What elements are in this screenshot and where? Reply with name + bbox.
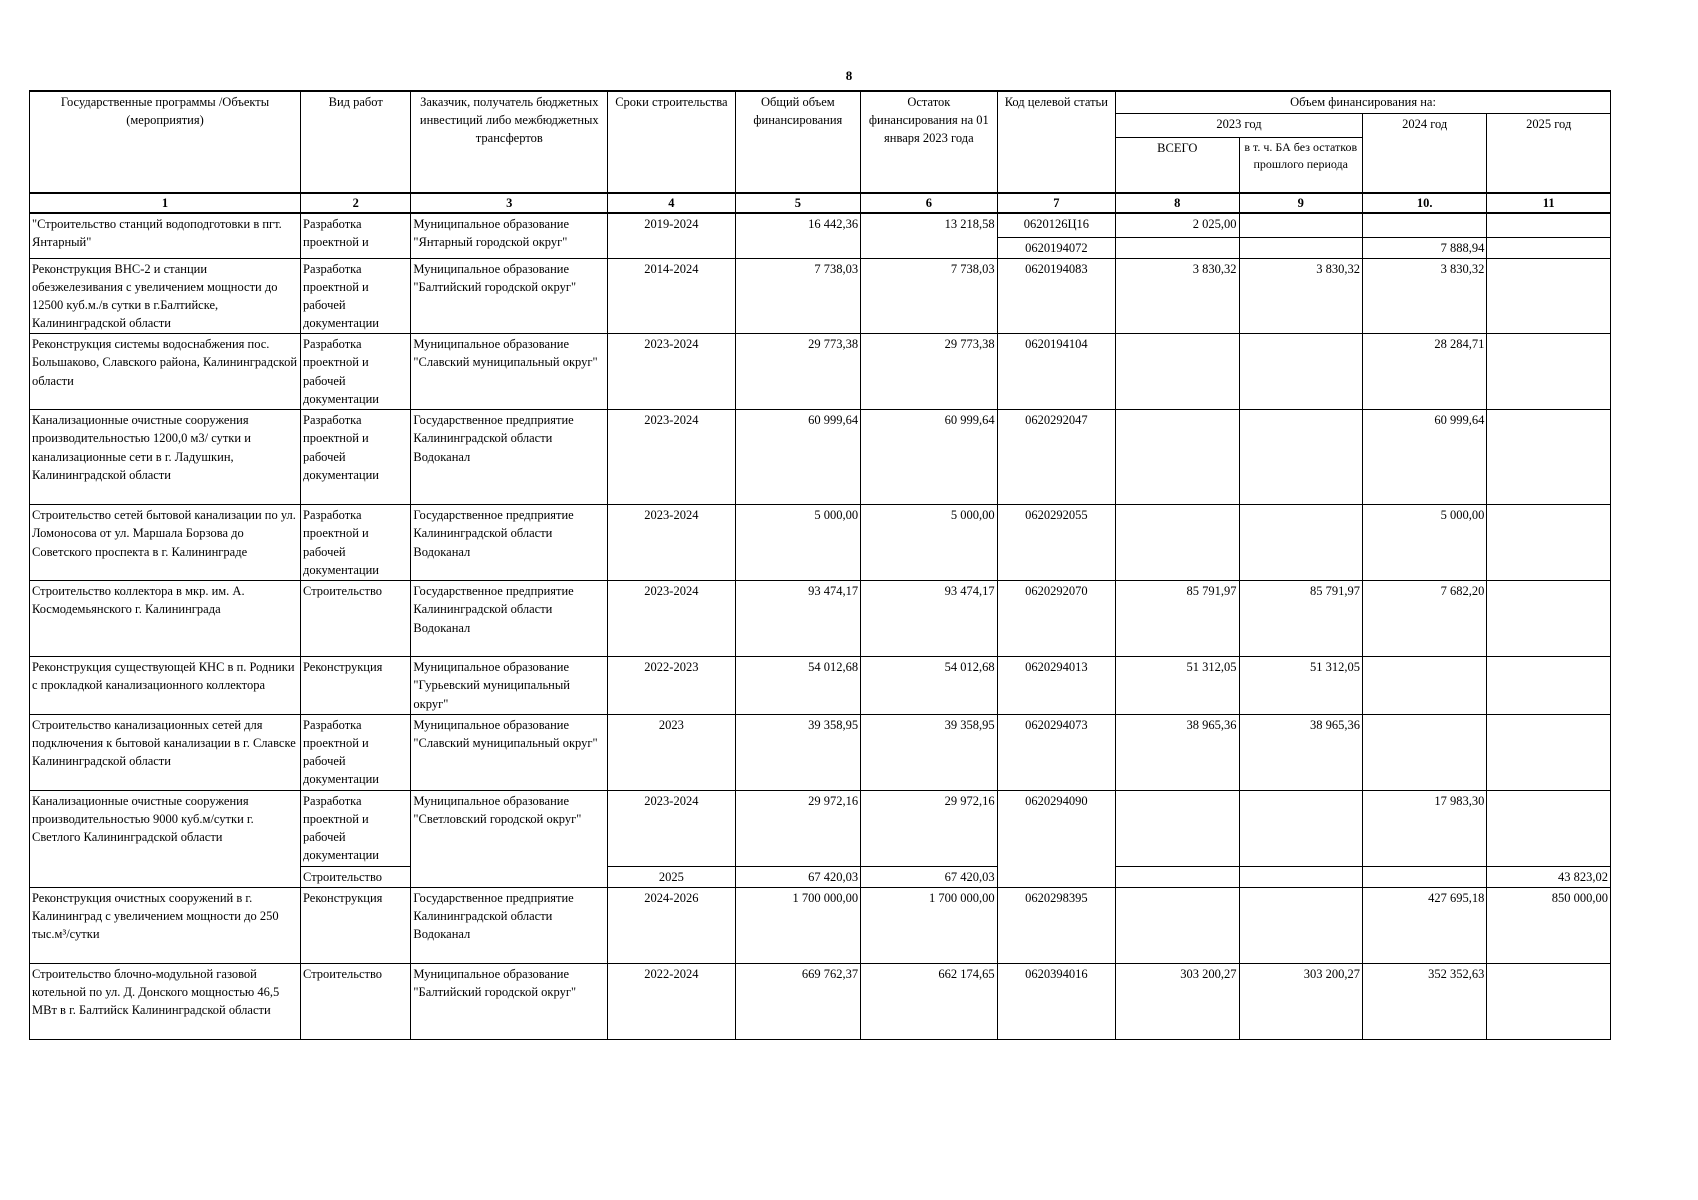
funding-2024: 3 830,32 — [1362, 258, 1486, 334]
total-funding: 1 700 000,00 — [735, 887, 860, 963]
table-row — [30, 790, 1611, 866]
customer: Муниципальное образование "Светловский городской округ" — [411, 790, 608, 887]
col-num: 3 — [411, 193, 608, 213]
remaining-funding: 39 358,95 — [861, 714, 998, 790]
total-funding: 29 773,38 — [735, 334, 860, 410]
funding-2023-incl — [1239, 237, 1362, 258]
funding-2023-incl: 38 965,36 — [1239, 714, 1362, 790]
budget-investment-table — [29, 90, 1611, 1040]
customer: Муниципальное образование "Балтийский городской округ" — [411, 258, 608, 334]
remaining-funding: 29 773,38 — [861, 334, 998, 410]
page-number: 8 — [845, 68, 853, 83]
target-code: 0620394016 — [997, 963, 1115, 1039]
funding-2023-incl — [1239, 790, 1362, 866]
work-type: Строительство — [301, 581, 411, 657]
target-code: 0620194072 — [997, 237, 1115, 258]
remaining-funding: 60 999,64 — [861, 410, 998, 505]
program-name: Реконструкция ВНС-2 и станции обезжелезивания с увеличением мощности до 12500 куб.м./в сутки в г.Балтийске, Калининградской области — [30, 258, 301, 334]
header-2023-incl: в т. ч. БА без остатков прошлого периода — [1239, 137, 1362, 193]
header-funding-volume: Объем финансирования на: — [1116, 91, 1611, 113]
work-type: Разработка проектной и рабочей документации — [301, 714, 411, 790]
funding-2025 — [1487, 657, 1611, 714]
customer: Государственное предприятие Калининградской области Водоканал — [411, 581, 608, 657]
funding-2023-incl — [1239, 334, 1362, 410]
period: 2014-2024 — [608, 258, 735, 334]
header-remaining-funding: Остаток финансирования на 01 января 2023 года — [861, 91, 998, 193]
funding-2024 — [1362, 714, 1486, 790]
customer: Муниципальное образование "Славский муниципальный округ" — [411, 714, 608, 790]
table-row — [30, 334, 1611, 410]
work-type: Строительство — [301, 866, 411, 887]
table-row — [30, 963, 1611, 1039]
funding-2024: 7 682,20 — [1362, 581, 1486, 657]
funding-2024: 5 000,00 — [1362, 505, 1486, 581]
table-row — [30, 657, 1611, 714]
work-type: Строительство — [301, 963, 411, 1039]
program-name: Строительство сетей бытовой канализации по ул. Ломоносова от ул. Маршала Борзова до Советского проспекта в г. Калининграде — [30, 505, 301, 581]
funding-2024: 60 999,64 — [1362, 410, 1486, 505]
target-code: 0620292055 — [997, 505, 1115, 581]
remaining-funding: 7 738,03 — [861, 258, 998, 334]
funding-2023-incl: 85 791,97 — [1239, 581, 1362, 657]
target-code: 0620292047 — [997, 410, 1115, 505]
funding-2025 — [1487, 237, 1611, 258]
target-code: 0620292070 — [997, 581, 1115, 657]
target-code: 0620294073 — [997, 714, 1115, 790]
funding-2025 — [1487, 258, 1611, 334]
period: 2023-2024 — [608, 790, 735, 866]
funding-2024: 17 983,30 — [1362, 790, 1486, 866]
funding-2025 — [1487, 963, 1611, 1039]
program-name: Реконструкция системы водоснабжения пос. Большаково, Славского района, Калининградской области — [30, 334, 301, 410]
remaining-funding: 1 700 000,00 — [861, 887, 998, 963]
funding-2023-incl — [1239, 866, 1362, 887]
funding-2023-total: 3 830,32 — [1116, 258, 1239, 334]
target-code: 0620194083 — [997, 258, 1115, 334]
customer: Государственное предприятие Калининградской области Водоканал — [411, 887, 608, 963]
funding-2025: 43 823,02 — [1487, 866, 1611, 887]
funding-2025 — [1487, 334, 1611, 410]
remaining-funding: 29 972,16 — [861, 790, 998, 866]
total-funding: 93 474,17 — [735, 581, 860, 657]
funding-2024: 427 695,18 — [1362, 887, 1486, 963]
customer: Муниципальное образование "Славский муниципальный округ" — [411, 334, 608, 410]
funding-2024: 352 352,63 — [1362, 963, 1486, 1039]
remaining-funding: 5 000,00 — [861, 505, 998, 581]
total-funding: 67 420,03 — [735, 866, 860, 887]
total-funding: 16 442,36 — [735, 213, 860, 258]
col-num: 11 — [1487, 193, 1611, 213]
funding-2024 — [1362, 213, 1486, 237]
header-customer: Заказчик, получатель бюджетных инвестиций либо межбюджетных трансфертов — [411, 91, 608, 193]
work-type: Разработка проектной и — [301, 213, 411, 258]
table-row — [30, 213, 1611, 237]
program-name: Канализационные очистные сооружения производительностью 1200,0 м3/ сутки и канализационные сети в г. Ладушкин, Калининградской области — [30, 410, 301, 505]
header-year-2023: 2023 год — [1116, 113, 1363, 137]
funding-2025 — [1487, 213, 1611, 237]
column-numbers-row — [30, 193, 1611, 213]
period: 2023-2024 — [608, 505, 735, 581]
target-code: 0620194104 — [997, 334, 1115, 410]
funding-2023-total — [1116, 887, 1239, 963]
total-funding: 60 999,64 — [735, 410, 860, 505]
col-num: 1 — [30, 193, 301, 213]
col-num: 6 — [861, 193, 998, 213]
period: 2023 — [608, 714, 735, 790]
period: 2022-2024 — [608, 963, 735, 1039]
funding-2023-total — [1116, 505, 1239, 581]
period: 2019-2024 — [608, 213, 735, 258]
funding-2023-total — [1116, 790, 1239, 866]
funding-2025 — [1487, 714, 1611, 790]
period: 2024-2026 — [608, 887, 735, 963]
program-name: "Строительство станций водоподготовки в пгт. Янтарный" — [30, 213, 301, 258]
table-header — [30, 91, 1611, 213]
program-name: Реконструкция существующей КНС в п. Родники с прокладкой канализационного коллектора — [30, 657, 301, 714]
customer: Государственное предприятие Калининградской области Водоканал — [411, 505, 608, 581]
table-row — [30, 581, 1611, 657]
customer: Муниципальное образование "Балтийский городской округ" — [411, 963, 608, 1039]
program-name: Канализационные очистные сооружения производительностью 9000 куб.м/сутки г. Светлого Калининградской области — [30, 790, 301, 887]
header-work-type: Вид работ — [301, 91, 411, 193]
header-2023-total: ВСЕГО — [1116, 137, 1239, 193]
period: 2025 — [608, 866, 735, 887]
funding-2025 — [1487, 790, 1611, 866]
funding-2023-incl — [1239, 410, 1362, 505]
col-num: 5 — [735, 193, 860, 213]
col-num: 7 — [997, 193, 1115, 213]
work-type: Разработка проектной и рабочей документации — [301, 505, 411, 581]
col-num: 2 — [301, 193, 411, 213]
table-row — [30, 887, 1611, 963]
total-funding: 39 358,95 — [735, 714, 860, 790]
header-year-2024: 2024 год — [1362, 113, 1486, 193]
target-code: 0620294013 — [997, 657, 1115, 714]
customer: Муниципальное образование "Гурьевский муниципальный округ" — [411, 657, 608, 714]
header-year-2025: 2025 год — [1487, 113, 1611, 193]
table-row — [30, 714, 1611, 790]
target-code: 0620126Ц16 — [997, 213, 1115, 237]
col-num: 4 — [608, 193, 735, 213]
funding-2023-incl: 3 830,32 — [1239, 258, 1362, 334]
work-type: Разработка проектной и рабочей документации — [301, 334, 411, 410]
program-name: Строительство коллектора в мкр. им. А. Космодемьянского г. Калининграда — [30, 581, 301, 657]
customer: Государственное предприятие Калининградской области Водоканал — [411, 410, 608, 505]
funding-2024: 28 284,71 — [1362, 334, 1486, 410]
target-code: 0620298395 — [997, 887, 1115, 963]
table-row — [30, 258, 1611, 334]
period: 2023-2024 — [608, 334, 735, 410]
funding-2023-total: 38 965,36 — [1116, 714, 1239, 790]
work-type: Разработка проектной и рабочей документации — [301, 410, 411, 505]
funding-2025 — [1487, 505, 1611, 581]
table-body — [30, 213, 1611, 1039]
table-row — [30, 410, 1611, 505]
program-name: Строительство канализационных сетей для подключения к бытовой канализации в г. Славске Калининградской области — [30, 714, 301, 790]
program-name: Строительство блочно-модульной газовой котельной по ул. Д. Донского мощностью 46,5 МВт в г. Балтийск Калининградской области — [30, 963, 301, 1039]
funding-2023-total — [1116, 866, 1239, 887]
funding-2023-total: 303 200,27 — [1116, 963, 1239, 1039]
total-funding: 669 762,37 — [735, 963, 860, 1039]
header-total-funding: Общий объем финансирования — [735, 91, 860, 193]
customer: Муниципальное образование "Янтарный городской округ" — [411, 213, 608, 258]
funding-2024: 7 888,94 — [1362, 237, 1486, 258]
funding-2025 — [1487, 581, 1611, 657]
funding-2023-incl — [1239, 213, 1362, 237]
funding-2023-incl: 303 200,27 — [1239, 963, 1362, 1039]
funding-2023-incl — [1239, 505, 1362, 581]
remaining-funding: 54 012,68 — [861, 657, 998, 714]
program-name: Реконструкция очистных сооружений в г. Калининград с увеличением мощности до 250 тыс.м³/сутки — [30, 887, 301, 963]
total-funding: 29 972,16 — [735, 790, 860, 866]
total-funding: 7 738,03 — [735, 258, 860, 334]
total-funding: 5 000,00 — [735, 505, 860, 581]
period: 2022-2023 — [608, 657, 735, 714]
remaining-funding: 93 474,17 — [861, 581, 998, 657]
col-num: 8 — [1116, 193, 1239, 213]
remaining-funding: 67 420,03 — [861, 866, 998, 887]
table-row — [30, 505, 1611, 581]
header-target-code: Код целевой статьи — [997, 91, 1115, 193]
work-type: Реконструкция — [301, 657, 411, 714]
funding-2023-total — [1116, 237, 1239, 258]
period: 2023-2024 — [608, 581, 735, 657]
funding-2025 — [1487, 410, 1611, 505]
funding-2023-total: 85 791,97 — [1116, 581, 1239, 657]
funding-2025: 850 000,00 — [1487, 887, 1611, 963]
remaining-funding: 662 174,65 — [861, 963, 998, 1039]
remaining-funding: 13 218,58 — [861, 213, 998, 258]
work-type: Реконструкция — [301, 887, 411, 963]
funding-2023-total — [1116, 410, 1239, 505]
col-num: 9 — [1239, 193, 1362, 213]
work-type: Разработка проектной и рабочей документации — [301, 790, 411, 866]
funding-2023-total: 2 025,00 — [1116, 213, 1239, 237]
funding-2023-total — [1116, 334, 1239, 410]
funding-2023-total: 51 312,05 — [1116, 657, 1239, 714]
header-construction-period: Сроки строительства — [608, 91, 735, 193]
funding-2023-incl: 51 312,05 — [1239, 657, 1362, 714]
funding-2024 — [1362, 657, 1486, 714]
period: 2023-2024 — [608, 410, 735, 505]
funding-2024 — [1362, 866, 1486, 887]
target-code: 0620294090 — [997, 790, 1115, 887]
col-num: 10. — [1362, 193, 1486, 213]
total-funding: 54 012,68 — [735, 657, 860, 714]
work-type: Разработка проектной и рабочей документации — [301, 258, 411, 334]
funding-2023-incl — [1239, 887, 1362, 963]
header-programs: Государственные программы /Объекты (мероприятия) — [30, 91, 301, 193]
